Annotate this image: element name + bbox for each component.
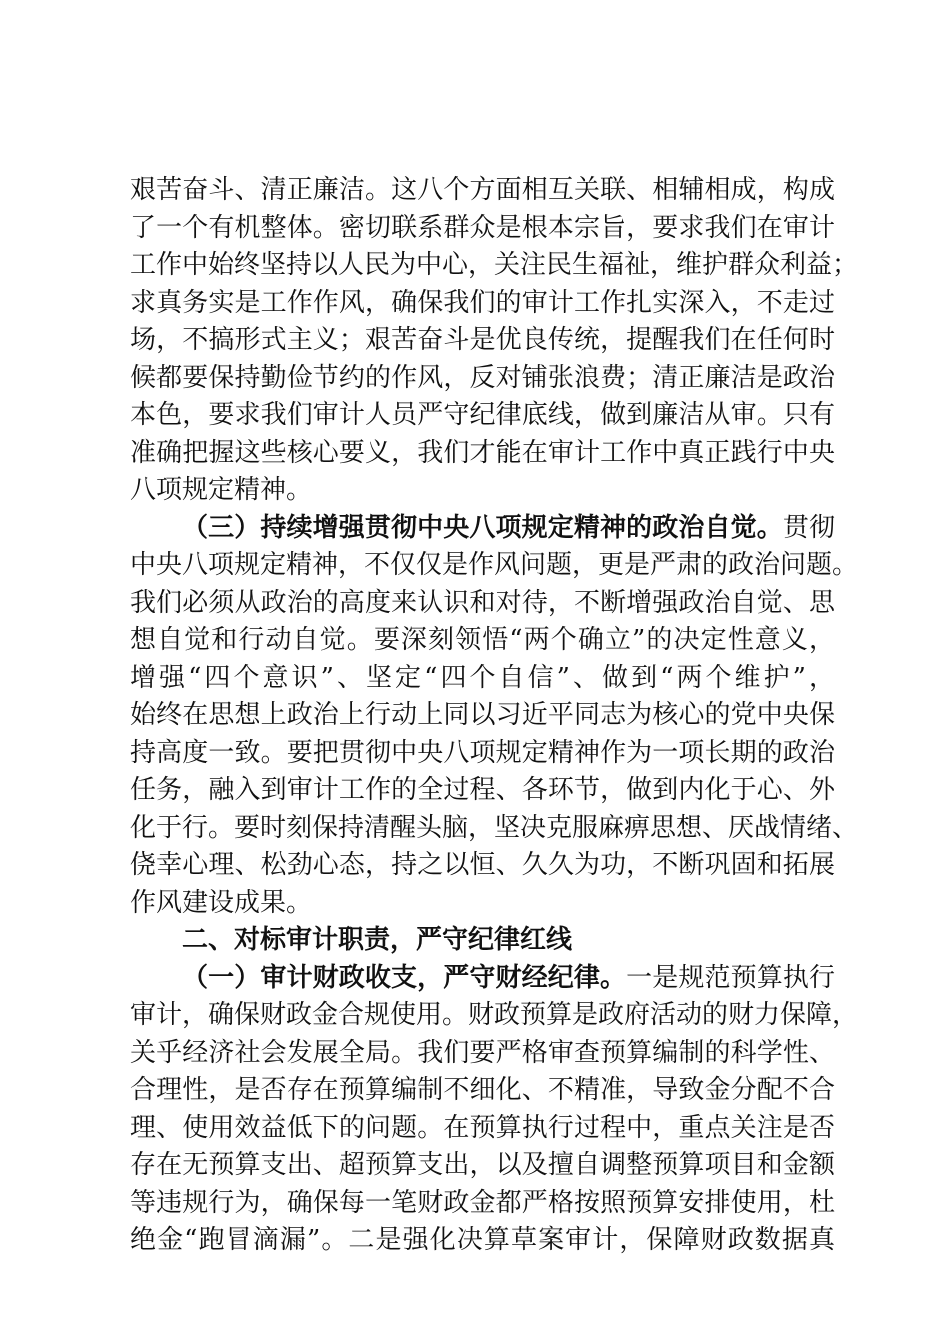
paragraph-1 <box>130 172 859 510</box>
paragraph-lead-line <box>130 960 835 998</box>
text-line: 理、使用效益低下的问题。在预算执行过程中，重点关注是否 <box>130 1112 835 1143</box>
paragraph-2 <box>130 510 859 923</box>
document-page <box>130 172 859 1260</box>
text-line: 了一个有机整体。密切联系群众是根本宗旨，要求我们在审计 <box>130 212 835 243</box>
text-line: 审计，确保财政金合规使用。财政预算是政府活动的财力保障， <box>130 1000 859 1030</box>
text-line: 持高度一致。要把贯彻中央八项规定精神作为一项长期的政治 <box>130 737 835 768</box>
text-line: 准确把握这些核心要义，我们才能在审计工作中真正践行中央 <box>130 437 835 468</box>
text-line: 等违规行为，确保每一笔财政金都严格按照预算安排使用，杜 <box>130 1187 835 1218</box>
lead-text: 贯彻 <box>782 512 835 543</box>
paragraph-lead-line <box>130 510 835 548</box>
text-line: 侥幸心理、松劲心态，持之以恒、久久为功，不断巩固和拓展 <box>130 850 835 880</box>
text-line: 始终在思想上政治上行动上同以习近平同志为核心的党中央保 <box>130 700 835 730</box>
text-line: 增强“四个意识”、坚定“四个自信”、做到“两个维护”， <box>130 662 835 693</box>
text-line: 存在无预算支出、超预算支出，以及擅自调整预算项目和金额 <box>130 1150 835 1180</box>
text-line: 八项规定精神。 <box>130 475 313 505</box>
text-line: 合理性，是否存在预算编制不细化、不精准，导致金分配不合 <box>130 1075 835 1105</box>
text-line: 中央八项规定精神，不仅仅是作风问题，更是严肃的政治问题。 <box>130 550 859 580</box>
section-heading: 二、对标审计职责，严守纪律红线 <box>182 925 573 955</box>
subheading-3: （三）持续增强贯彻中央八项规定精神的政治自觉。 <box>182 512 783 543</box>
text-line: 工作中始终坚持以人民为中心，关注民生福祉，维护群众利益； <box>130 250 859 280</box>
text-line: 我们必须从政治的高度来认识和对待，不断增强政治自觉、思 <box>130 587 835 618</box>
text-line: 关乎经济社会发展全局。我们要严格审查预算编制的科学性、 <box>130 1037 835 1068</box>
subheading-1: （一）审计财政收支，严守财经纪律。 <box>182 962 627 993</box>
paragraph-3 <box>130 960 859 1260</box>
text-line: 任务，融入到审计工作的全过程、各环节，做到内化于心、外 <box>130 775 835 805</box>
text-line: 想自觉和行动自觉。要深刻领悟“两个确立”的决定性意义， <box>130 625 835 655</box>
text-line: 本色，要求我们审计人员严守纪律底线，做到廉洁从审。只有 <box>130 400 835 430</box>
text-line: 化于行。要时刻保持清醒头脑，坚决克服麻痹思想、厌战情绪、 <box>130 812 859 843</box>
text-line: 候都要保持勤俭节约的作风，反对铺张浪费；清正廉洁是政治 <box>130 362 835 393</box>
text-line: 作风建设成果。 <box>130 887 313 918</box>
lead-text: 一是规范预算执行 <box>626 962 835 993</box>
text-line: 场，不搞形式主义；艰苦奋斗是优良传统，提醒我们在任何时 <box>130 325 835 355</box>
text-line: 绝金“跑冒滴漏”。二是强化决算草案审计，保障财政数据真 <box>130 1225 835 1255</box>
text-line: 求真务实是工作作风，确保我们的审计工作扎实深入，不走过 <box>130 287 835 318</box>
text-line: 艰苦奋斗、清正廉洁。这八个方面相互关联、相辅相成，构成 <box>130 175 835 205</box>
